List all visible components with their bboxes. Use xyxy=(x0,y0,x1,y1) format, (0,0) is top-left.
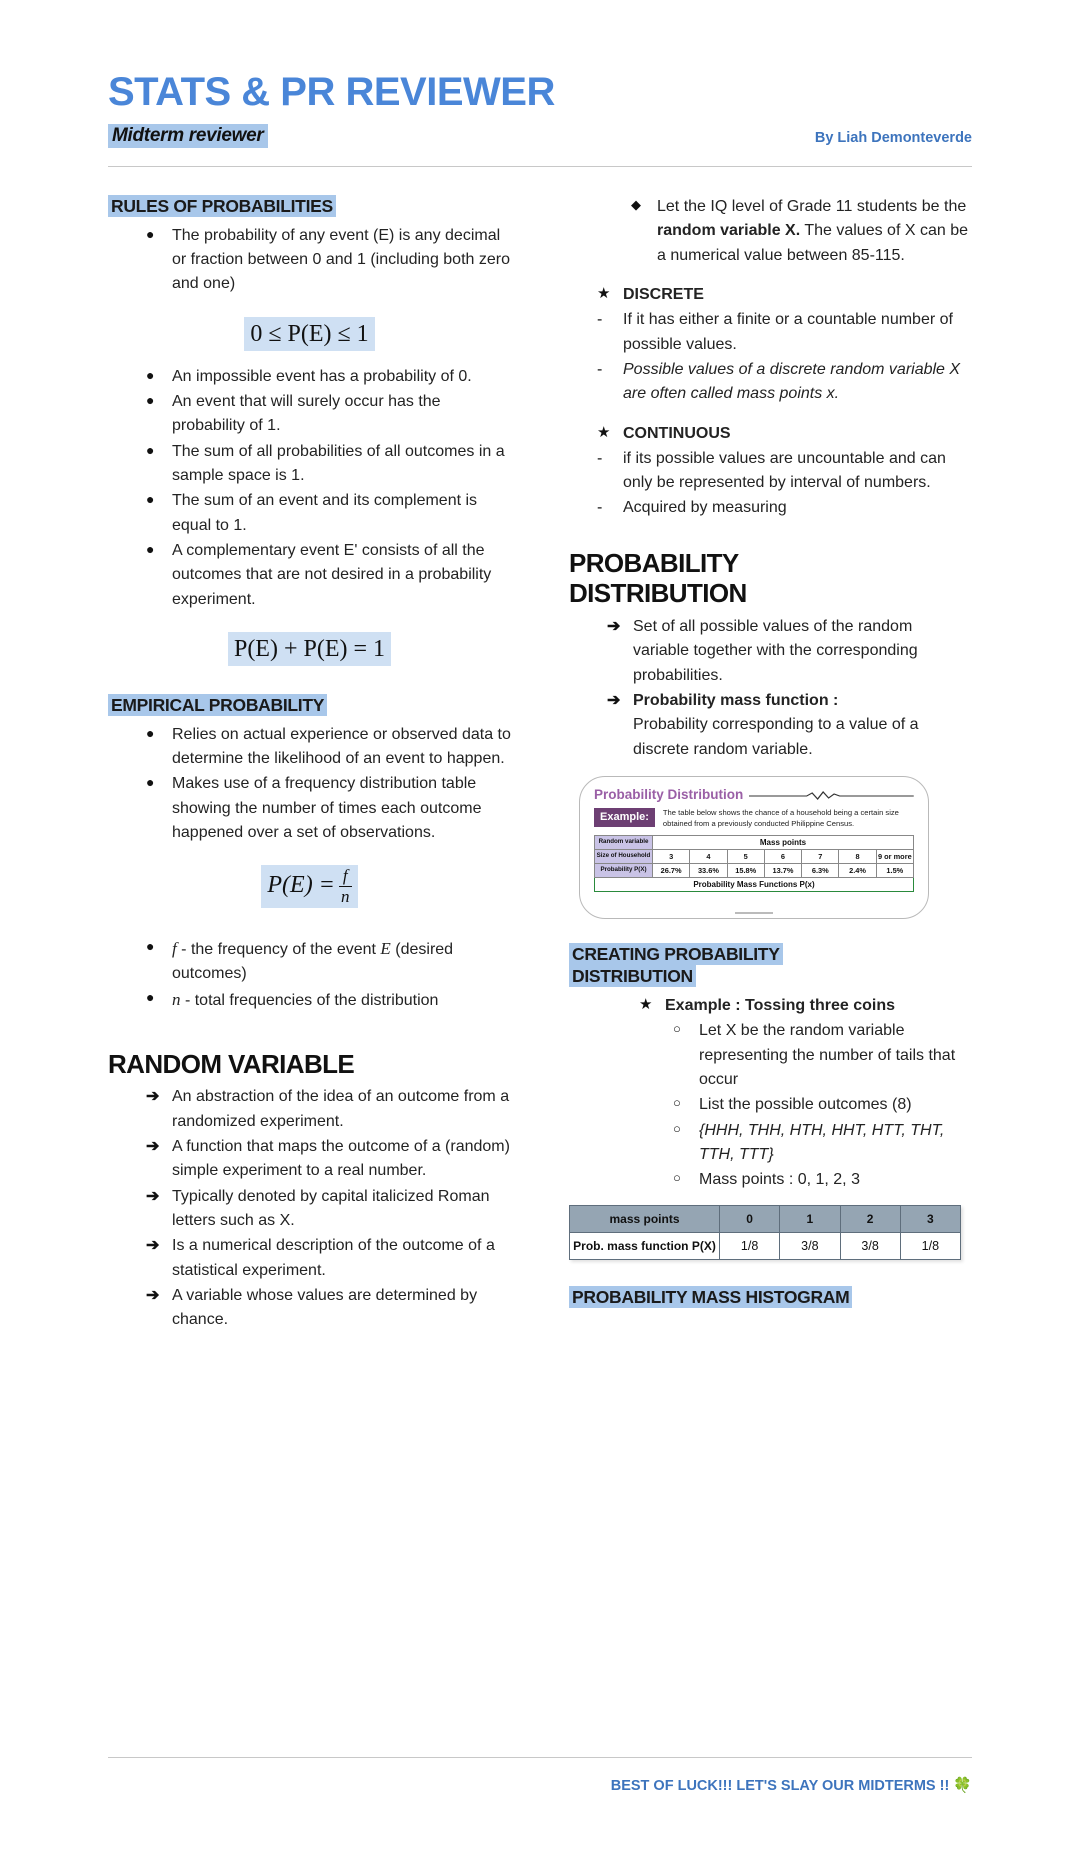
probability-label: Probability P(X) xyxy=(595,863,653,877)
example-items-list xyxy=(569,1019,972,1192)
list-item-label: A complementary event E' consists of all the outcomes that are not desired in a probability experiment. xyxy=(172,541,492,608)
formula-text: 0 ≤ P(E) ≤ 1 xyxy=(244,317,374,351)
table-row xyxy=(595,849,914,863)
continuous-items-list xyxy=(569,447,972,521)
example-badge: Example: xyxy=(594,808,655,827)
empirical-definitions-list xyxy=(108,936,511,1014)
list-item xyxy=(146,723,511,772)
diamond-icon: ◆ xyxy=(631,197,641,212)
rules-list-a xyxy=(108,224,511,297)
list-item-label: Makes use of a frequency distribution table showing the number of times each outcome happened over a set of observations. xyxy=(172,775,482,841)
list-item-label: The sum of an event and its complement is equal to 1. xyxy=(172,492,478,534)
table-row xyxy=(595,863,914,877)
list-item-label: Relies on actual experience or observed data to determine the likelihood of an event to happen. xyxy=(172,725,511,767)
pmf-footer-label: Probability Mass Functions P(x) xyxy=(595,877,914,891)
dash-icon: - xyxy=(597,311,603,329)
list-item xyxy=(146,365,511,389)
list-item xyxy=(673,1093,972,1117)
table-row xyxy=(595,835,914,849)
footer-message-row xyxy=(108,1776,972,1794)
list-item xyxy=(146,489,511,538)
list-item xyxy=(146,772,511,845)
discrete-items-list xyxy=(569,308,972,406)
table-cell: 3 xyxy=(653,849,690,863)
list-item-label: A function that maps the outcome of a (random) simple experiment to a real number. xyxy=(172,1138,510,1180)
star-icon: ★ xyxy=(597,284,611,302)
size-household-label: Size of Household xyxy=(595,849,653,863)
bullet-icon: ● xyxy=(146,989,155,1006)
document-page xyxy=(0,72,1080,1334)
formula-lhs: P(E) = xyxy=(267,871,335,898)
document-header xyxy=(108,72,972,167)
arrow-right-icon: ➔ xyxy=(146,1286,160,1304)
table-cell: 1.5% xyxy=(876,863,913,877)
list-item xyxy=(597,358,972,407)
definition-text-2: (desired outcomes) xyxy=(172,940,454,983)
list-item xyxy=(607,689,972,762)
list-item-label: Typically denoted by capital italicized Roman letters such as X. xyxy=(172,1187,490,1229)
list-item xyxy=(607,615,972,688)
list-item xyxy=(673,1168,972,1192)
arrow-right-icon: ➔ xyxy=(146,1138,160,1156)
bullet-icon: ● xyxy=(146,225,155,242)
slide-handle-bar xyxy=(735,912,773,914)
formula-complement xyxy=(108,632,511,666)
table-header-cell: 3 xyxy=(900,1205,960,1232)
table-row xyxy=(570,1205,961,1232)
list-item-label: If it has either a finite or a countable number of possible values. xyxy=(623,311,953,353)
list-item-label: An abstraction of the idea of an outcome from a randomized experiment. xyxy=(172,1088,510,1130)
list-item-label: Set of all possible values of the random variable together with the corresponding probabilities. xyxy=(633,618,918,684)
slide-title: Probability Distribution xyxy=(594,786,744,802)
formula-text: P(E) + P(E) = 1 xyxy=(228,632,391,666)
probability-distribution-list xyxy=(569,615,972,762)
table-header-cell: 2 xyxy=(840,1205,900,1232)
dash-icon: - xyxy=(597,499,603,517)
star-icon: ★ xyxy=(639,996,653,1014)
continuous-heading-list xyxy=(569,422,972,446)
subtitle-wrap xyxy=(108,124,268,148)
content-columns xyxy=(108,195,972,1334)
bullet-icon: ● xyxy=(146,774,155,791)
continuous-heading-label: CONTINUOUS xyxy=(623,424,731,442)
list-item xyxy=(597,422,972,446)
dash-icon: - xyxy=(597,360,603,378)
footer-message: BEST OF LUCK!!! LET'S SLAY OUR MIDTERMS !! xyxy=(610,1778,950,1794)
slide-body xyxy=(594,808,914,830)
table-cell: 6.3% xyxy=(802,863,839,877)
bullet-icon: ● xyxy=(146,491,155,508)
random-variable-list xyxy=(108,1085,511,1332)
table-cell: 1/8 xyxy=(720,1232,780,1259)
iq-example-list xyxy=(569,195,972,268)
row-label-cell: Prob. mass function P(X) xyxy=(570,1232,720,1259)
list-item-label: List the possible outcomes (8) xyxy=(699,1096,912,1114)
fraction-numerator: f xyxy=(339,867,352,887)
table-cell: 4 xyxy=(690,849,727,863)
list-item xyxy=(146,1284,511,1333)
list-item-label xyxy=(657,195,972,268)
footer-divider xyxy=(108,1757,972,1758)
example-heading-label: Example : Tossing three coins xyxy=(665,997,895,1015)
list-item xyxy=(146,1135,511,1184)
fraction-denominator: n xyxy=(340,886,350,906)
arrow-right-icon: ➔ xyxy=(146,1237,160,1255)
bullet-icon: ● xyxy=(146,441,155,458)
section-heading-probability-distribution: PROBABILITY DISTRIBUTION xyxy=(569,547,747,609)
list-item xyxy=(146,987,511,1013)
iq-prefix: Let the IQ level of Grade 11 students be the xyxy=(657,198,967,215)
list-item xyxy=(146,539,511,612)
table-cell: 26.7% xyxy=(653,863,690,877)
symbol-n: n xyxy=(172,990,181,1010)
header-divider xyxy=(108,166,972,167)
author-byline: By Liah Demonteverde xyxy=(814,130,972,146)
table-header-cell: 1 xyxy=(780,1205,840,1232)
table-cell: 7 xyxy=(802,849,839,863)
arrow-right-icon: ➔ xyxy=(607,692,621,710)
page-title: STATS & PR REVIEWER xyxy=(108,70,555,114)
rules-list-b xyxy=(108,365,511,612)
list-item xyxy=(673,1019,972,1092)
subtitle-row xyxy=(108,124,972,160)
symbol-f: f xyxy=(172,938,177,958)
random-variable-label: Random variable xyxy=(595,835,653,849)
list-item xyxy=(146,936,511,987)
discrete-heading-label: DISCRETE xyxy=(623,285,704,303)
formula-empirical xyxy=(108,865,511,908)
section-heading-histogram: PROBABILITY MASS HISTOGRAM xyxy=(569,1286,972,1309)
formula-text xyxy=(261,865,357,908)
table-cell: 3/8 xyxy=(780,1232,840,1259)
document-subtitle: Midterm reviewer xyxy=(108,124,268,148)
list-item xyxy=(597,283,972,307)
list-item-label xyxy=(172,936,511,987)
left-column xyxy=(108,195,511,1334)
section-heading-empirical: EMPIRICAL PROBABILITY xyxy=(108,694,511,717)
mass-points-header: Mass points xyxy=(653,835,914,849)
circle-bullet-icon: ○ xyxy=(673,1170,681,1186)
list-item-label: The probability of any event (E) is any decimal or fraction between 0 and 1 (including both zero and one) xyxy=(172,226,510,293)
table-cell: 33.6% xyxy=(690,863,727,877)
fraction xyxy=(339,867,352,906)
slide-title-row xyxy=(594,787,914,802)
table-cell: 2.4% xyxy=(839,863,876,877)
list-item-label: {HHH, THH, HTH, HHT, HTT, THT, TTH, TTT} xyxy=(699,1121,945,1163)
list-item-label: An impossible event has a probability of 0. xyxy=(172,367,472,385)
list-item-label: An event that will surely occur has the probability of 1. xyxy=(172,393,441,435)
embedded-slide-image xyxy=(579,776,929,919)
clover-icon: 🍀 xyxy=(953,1777,972,1794)
squiggle-decoration-icon xyxy=(749,789,914,799)
list-item xyxy=(639,994,972,1018)
circle-bullet-icon: ○ xyxy=(673,1021,681,1037)
list-item xyxy=(597,496,972,520)
right-column xyxy=(569,195,972,1334)
slide-footer xyxy=(594,892,914,902)
pmf-description: Probability corresponding to a value of a discrete random variable. xyxy=(633,716,919,758)
circle-bullet-icon: ○ xyxy=(673,1120,681,1136)
list-item-label: Mass points : 0, 1, 2, 3 xyxy=(699,1171,860,1189)
circle-bullet-icon: ○ xyxy=(673,1095,681,1111)
table-row xyxy=(595,877,914,891)
table-cell: 8 xyxy=(839,849,876,863)
list-item-label: Let X be the random variable representing the number of tails that occur xyxy=(699,1022,956,1088)
arrow-right-icon: ➔ xyxy=(146,1187,160,1205)
table-body xyxy=(570,1232,961,1259)
document-footer xyxy=(108,1757,972,1794)
section-heading-creating-distribution: CREATING PROBABILITY DISTRIBUTION xyxy=(569,943,869,989)
bullet-icon: ● xyxy=(146,937,155,954)
list-item-label: The sum of all probabilities of all outcomes in a sample space is 1. xyxy=(172,442,505,484)
iq-bold: random variable X. xyxy=(657,222,801,240)
list-item-label: Acquired by measuring xyxy=(623,499,787,517)
table-cell: 5 xyxy=(727,849,764,863)
iq-suffix: The values of X can be a numerical value between 85-115. xyxy=(657,222,968,264)
list-item xyxy=(673,1119,972,1168)
table-cell: 1/8 xyxy=(900,1232,960,1259)
list-item xyxy=(146,1085,511,1134)
table-cell: 3/8 xyxy=(840,1232,900,1259)
list-item-label: A variable whose values are determined by chance. xyxy=(172,1286,478,1329)
table-cell: 6 xyxy=(764,849,801,863)
example-heading-list xyxy=(569,994,972,1018)
table-row xyxy=(570,1232,961,1259)
list-item xyxy=(597,447,972,496)
mass-points-table xyxy=(569,1205,961,1260)
list-item xyxy=(146,390,511,439)
formula-probability-range xyxy=(108,317,511,351)
list-item xyxy=(146,440,511,489)
list-item-label xyxy=(633,689,972,762)
definition-text: - the frequency of the event xyxy=(176,940,381,958)
list-item-label xyxy=(172,987,511,1013)
slide-probability-table xyxy=(594,835,914,892)
section-heading-random-variable: RANDOM VARIABLE xyxy=(108,1048,355,1079)
list-item-label: Is a numerical description of the outcome of a statistical experiment. xyxy=(172,1237,495,1279)
arrow-right-icon: ➔ xyxy=(607,618,621,636)
list-item xyxy=(631,195,972,268)
mass-points-header-cell: mass points xyxy=(570,1205,720,1232)
empirical-list xyxy=(108,723,511,846)
pmf-bold-label: Probability mass function : xyxy=(633,692,839,710)
bullet-icon: ● xyxy=(146,540,155,557)
list-item xyxy=(597,308,972,357)
discrete-heading-list xyxy=(569,283,972,307)
list-item xyxy=(146,224,511,297)
table-cell: 9 or more xyxy=(876,849,913,863)
list-item-label: Possible values of a discrete random variable X are often called mass points x. xyxy=(623,360,961,403)
star-icon: ★ xyxy=(597,423,611,441)
dash-icon: - xyxy=(597,449,603,467)
arrow-right-icon: ➔ xyxy=(146,1088,160,1106)
table-header xyxy=(570,1205,961,1232)
list-item xyxy=(146,1185,511,1234)
definition-text: - total frequencies of the distribution xyxy=(180,992,439,1010)
section-heading-rules: RULES OF PROBABILITIES xyxy=(108,195,511,218)
table-header-cell: 0 xyxy=(720,1205,780,1232)
bullet-icon: ● xyxy=(146,366,155,383)
symbol-E: E xyxy=(380,938,391,958)
list-item-label: if its possible values are uncountable and can only be represented by interval of numbers. xyxy=(623,449,946,492)
table-cell: 15.8% xyxy=(727,863,764,877)
bullet-icon: ● xyxy=(146,392,155,408)
table-cell: 13.7% xyxy=(764,863,801,877)
example-description: The table below shows the chance of a household being a certain size obtained from a previously conducted Philippine Census. xyxy=(662,807,899,828)
list-item xyxy=(146,1234,511,1283)
bullet-icon: ● xyxy=(146,724,155,741)
